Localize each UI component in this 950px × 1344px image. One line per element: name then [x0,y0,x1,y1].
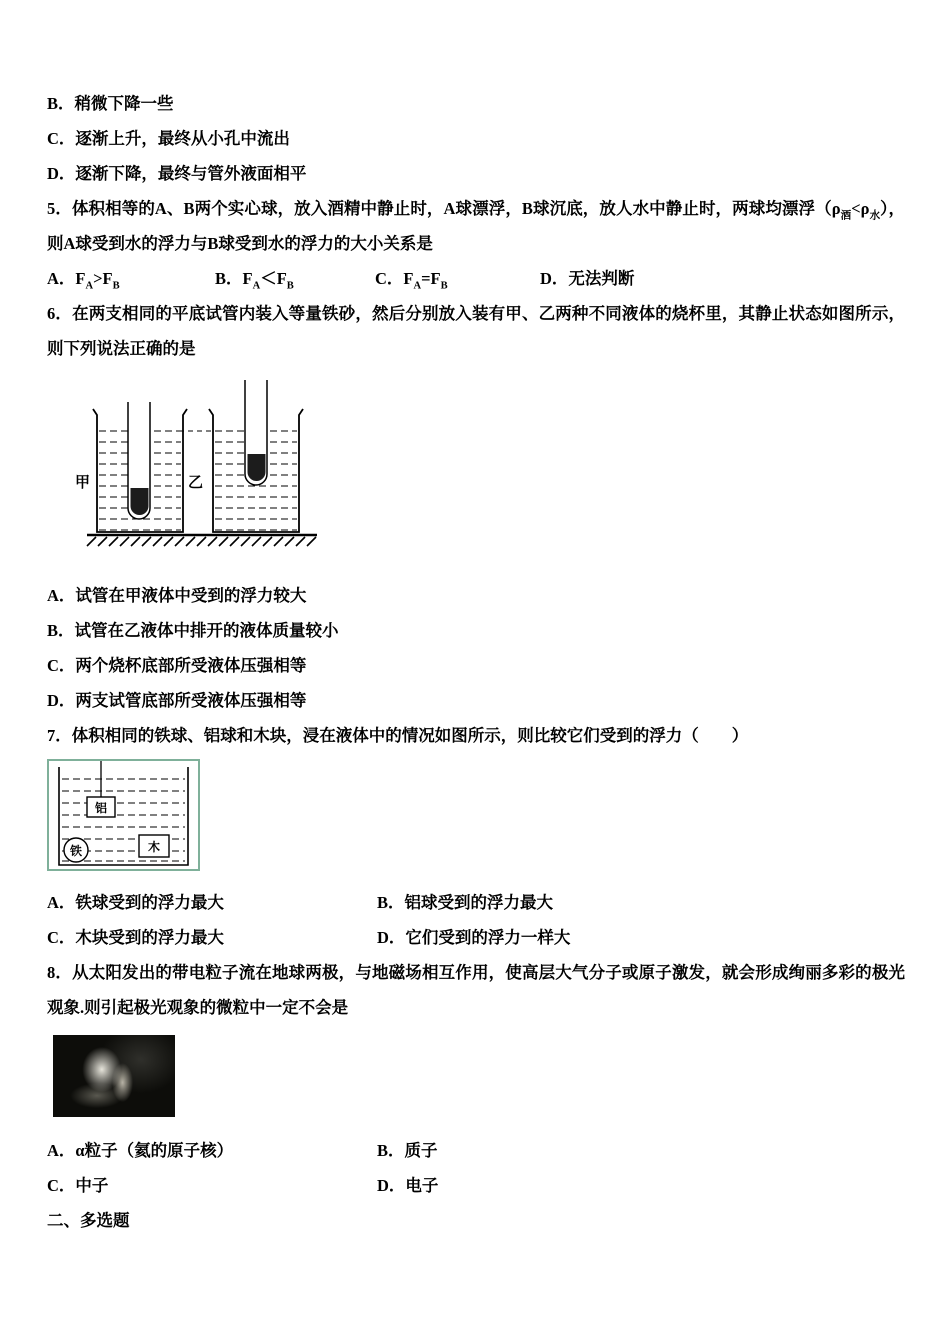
option-q5-c-mid: =F [421,269,441,288]
q5-subscript-jiu: 酒 [840,210,852,222]
beaker-label-jia: 甲 [75,475,91,491]
question-8-stem: 8．从太阳发出的带电粒子流在地球两极，与地磁场相互作用，使高层大气分子或原子激发，就会形成绚丽多彩的极光观象.则引起极光观象的微粒中一定不会是 [47,963,905,1017]
option-q6-c: C．两个烧杯底部所受液体压强相等 [47,656,307,675]
beaker-label-yi: 乙 [188,475,204,491]
option-q5-c-text: C．F [375,269,414,288]
aluminum-label: 铝 [94,801,108,815]
blocks-in-liquid-diagram [49,761,198,869]
option-q5-b-sub2: B [286,280,294,292]
option-q5-b-text: B．F [215,269,253,288]
question-7-options [47,885,905,955]
option-q5-a-text: A．F [47,269,86,288]
question-6-stem: 6．在两支相同的平底试管内装入等量铁砂，然后分别放入装有甲、乙两种不同液体的烧杯里，其静止状态如图所示，则下列说法正确的是 [47,304,905,358]
option-q6-d: D．两支试管底部所受液体压强相等 [47,691,307,710]
prev-question-option-d: D．逐渐下降，最终与管外液面相平 [47,164,307,183]
prev-question-option-b: B．稍微下降一些 [47,94,174,113]
option-q8-c: C．中子 [47,1176,109,1195]
section-header-multiple-choice: 二、多选题 [47,1211,130,1230]
iron-sand-left [131,488,149,515]
option-q5-b-mid: ＜F [260,269,287,288]
question-8-options [47,1133,905,1203]
option-q5-a-sub2: B [112,280,120,292]
option-q7-c: C．木块受到的浮力最大 [47,928,224,947]
question-7-stem: 7．体积相同的铁球、铝球和木块，浸在液体中的情况如图所示，则比较它们受到的浮力（ ） [47,726,749,745]
option-q5-d-text: D．无法判断 [540,269,635,288]
iron-sand-right [248,454,266,481]
option-q5-c-sub1: A [413,280,422,292]
iron-label: 铁 [69,844,83,858]
option-q7-b: B．铝球受到的浮力最大 [377,893,554,912]
beakers-diagram [73,376,323,548]
aurora-photo [53,1035,175,1117]
question-5-stem [47,191,905,261]
option-q5-b [215,261,375,296]
option-q7-d: D．它们受到的浮力一样大 [377,928,571,947]
q5-stem-part-1: 5．体积相等的A、B两个实心球，放入酒精中静止时，A球漂浮，B球沉底，放人水中静止时，两球均漂浮（ρ [47,199,841,218]
option-q6-a: A．试管在甲液体中受到的浮力较大 [47,586,307,605]
option-q5-a-sub1: A [85,280,94,292]
question-5-options-row [47,261,905,296]
q5-stem-part-2: <ρ [851,199,870,218]
q5-stem-part-3: ），则A球受到水的浮力与B球受到水的浮力的大小关系是 [47,199,906,253]
option-q8-a: A．α粒子（氦的原子核） [47,1141,234,1160]
option-q6-b: B．试管在乙液体中排开的液体质量较小 [47,621,339,640]
option-q5-b-sub1: A [252,280,261,292]
option-q8-d: D．电子 [377,1176,439,1195]
wood-label: 木 [147,840,161,854]
option-q7-a: A．铁球受到的浮力最大 [47,893,224,912]
question-7-figure [47,759,200,871]
option-q5-c [375,261,540,296]
option-q5-a [47,261,215,296]
option-q5-a-mid: >F [93,269,113,288]
ground-hatching [87,537,316,546]
question-6-figure [73,376,905,548]
option-q8-b: B．质子 [377,1141,438,1160]
option-q5-d [540,261,634,296]
q5-subscript-shui: 水 [869,210,881,222]
option-q5-c-sub2: B [440,280,448,292]
prev-question-option-c: C．逐渐上升，最终从小孔中流出 [47,129,290,148]
